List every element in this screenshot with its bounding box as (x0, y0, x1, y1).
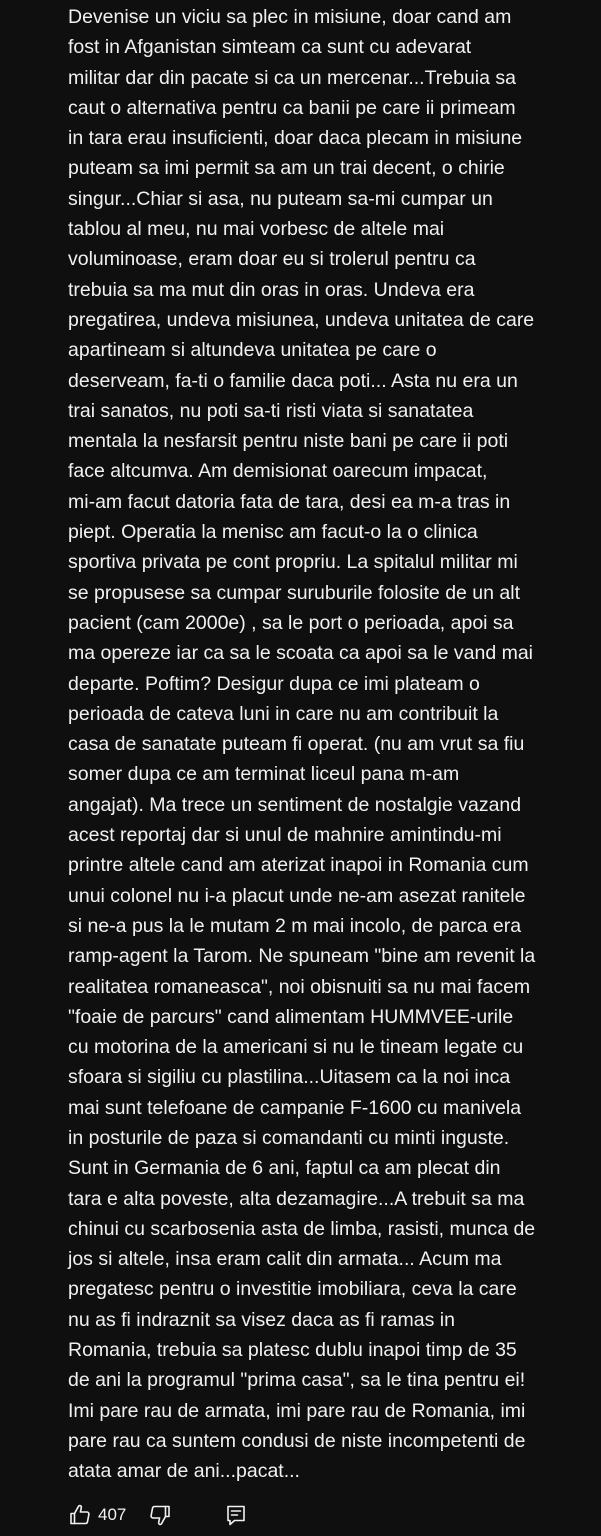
comment-line: trai sanatos, nu poti sa-ti risti viata si sanatatea (68, 399, 474, 422)
comment-line: pregatesc pentru o investitie imobiliara, ceva la care (68, 1278, 517, 1301)
comment-line: mi-am facut datoria fata de tara, desi ea m-a tras in (68, 490, 511, 513)
comment-body (68, 2, 568, 1487)
comment-line: nu as fi indraznit sa visez daca as fi ramas in (68, 1308, 455, 1331)
comment-line: printre altele cand am aterizat inapoi in Romania cum (68, 854, 529, 877)
comment-line: tara e alta poveste, alta dezamagire...A trebuit sa ma (68, 1187, 525, 1210)
comment-line: apartineam si altundeva unitatea pe care o (68, 339, 437, 362)
thumbs-up-icon (68, 1503, 92, 1527)
comment-line: acest reportaj dar si unul de mahnire amintindu-mi (68, 824, 502, 847)
dislike-button[interactable] (148, 1503, 172, 1527)
comment-line: ramp-agent la Tarom. Ne spuneam "bine am revenit la (68, 945, 536, 968)
comment-line: somer dupa ce am terminat liceul pana m-am (68, 763, 460, 786)
comment-line: cu motorina de la americani si nu le tineam legate cu (68, 1036, 524, 1059)
comment-line: de ani la programul "prima casa", sa le tina pentru ei! (68, 1369, 526, 1392)
comment-line: casa de sanatate puteam fi operat. (nu am vrut sa fiu (68, 733, 525, 756)
comment-line: realitatea romaneasca", noi obisnuiti sa nu mai facem (68, 975, 531, 998)
comment-line: se propusese sa cumpar suruburile folosite de un alt (68, 581, 521, 604)
comment-line: tablou al meu, nu mai vorbesc de altele mai (68, 218, 445, 241)
comment-line: sfoara si sigiliu cu plastilina...Uitasem ca la noi inca (68, 1066, 511, 1089)
comment-line: pregatirea, undeva misiunea, undeva unitatea de care (68, 308, 535, 331)
comment-line: perioada de cateva luni in care nu am contribuit la (68, 702, 499, 725)
comment-line: puteam sa imi permit sa am un trai decent, o chirie (68, 157, 505, 180)
comment-line: face altcumva. Am demisionat oarecum impacat, (68, 460, 488, 483)
comment-line: in posturile de paza si comandanti cu minti inguste. (68, 1126, 510, 1149)
thumbs-down-icon (148, 1503, 172, 1527)
reply-button[interactable] (224, 1503, 248, 1527)
comment-actions (68, 1498, 248, 1532)
comment-line: departe. Poftim? Desigur dupa ce imi plateam o (68, 672, 480, 695)
comment-line: atata amar de ani...pacat... (68, 1460, 300, 1483)
comment-line: piept. Operatia la menisc am facut-o la o clinica (68, 521, 478, 544)
comment-line: caut o alternativa pentru ca banii pe care ii primeam (68, 96, 516, 119)
comment-line: pacient (cam 2000e) , sa le port o perioada, apoi sa (68, 611, 514, 634)
comment-line: militar dar din pacate si ca un mercenar...Trebuia sa (68, 66, 516, 89)
comment-line: angajat). Ma trece un sentiment de nostalgie vazand (68, 793, 522, 816)
comment-line: singur...Chiar si asa, nu puteam sa-mi cumpar un (68, 187, 493, 210)
comment-line: Sunt in Germania de 6 ani, faptul ca am plecat din (68, 1157, 501, 1180)
comment-line: Imi pare rau de armata, imi pare rau de Romania, imi (68, 1399, 526, 1422)
comment-line: ma opereze iar ca sa le scoata ca apoi sa le vand mai (68, 642, 534, 665)
comment-line: in tara erau insuficienti, doar daca plecam in misiune (68, 127, 523, 150)
comment-line: si ne-a pus la le mutam 2 m mai incolo, de parca era (68, 914, 522, 937)
comment-line: pare rau ca suntem condusi de niste incompetenti de (68, 1429, 526, 1452)
comment-line: trebuia sa ma mut din oras in oras. Undeva era (68, 278, 475, 301)
comment-line: "foaie de parcurs" cand alimentam HUMMVEE-urile (68, 1005, 514, 1028)
comment-line: mai sunt telefoane de campanie F-1600 cu manivela (68, 1096, 522, 1119)
reply-comment-icon (224, 1503, 248, 1527)
like-count: 407 (98, 1505, 127, 1524)
comment-line: chinui cu scarbosenia asta de limba, rasisti, munca de (68, 1217, 536, 1240)
comment-line: Devenise un viciu sa plec in misiune, doar cand am (68, 6, 512, 28)
comment-line: jos si altele, insa eram calit din armata... Acum ma (68, 1248, 502, 1271)
like-button[interactable] (68, 1503, 126, 1527)
comment-line: Romania, trebuia sa platesc dublu inapoi timp de 35 (68, 1339, 517, 1362)
comment-line: deserveam, fa-ti o familie daca poti... Asta nu era un (68, 369, 518, 392)
comment-line: fost in Afganistan simteam ca sunt cu adevarat (68, 36, 472, 59)
comment-line: unui colonel nu i-a placut unde ne-am asezat ranitele (68, 884, 526, 907)
comment-line: voluminoase, eram doar eu si trolerul pentru ca (68, 248, 476, 271)
comment-line: mentala la nesfarsit pentru niste bani pe care ii poti (68, 430, 509, 453)
comment-line: sportiva privata pe cont propriu. La spitalul militar mi (68, 551, 518, 574)
